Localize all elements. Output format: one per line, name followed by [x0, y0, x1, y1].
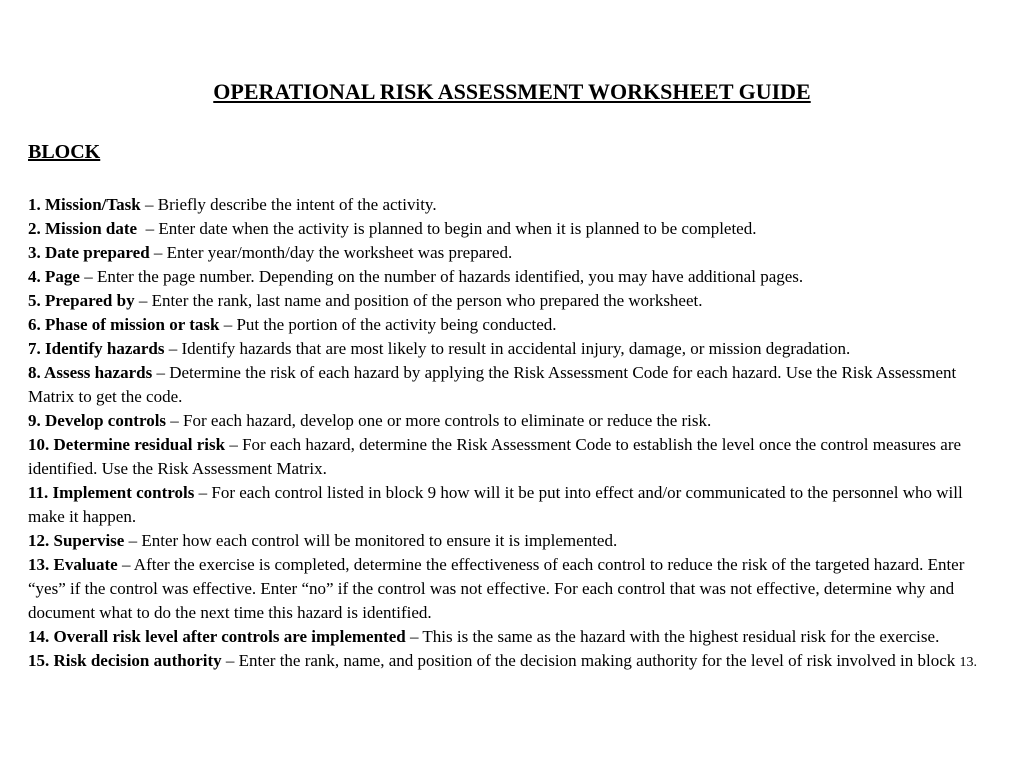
item-term: 7. Identify hazards [28, 339, 165, 358]
item-term: 2. Mission date [28, 219, 138, 238]
item-term: 1. Mission/Task [28, 195, 141, 214]
section-heading-block: BLOCK [28, 141, 101, 163]
block-item-mission-date [28, 217, 1000, 241]
item-description: – Briefly describe the intent of the activity. [140, 195, 437, 214]
item-term: 5. Prepared by [28, 291, 135, 310]
block-item-risk-authority [28, 649, 1000, 675]
item-term: 6. Phase of mission or task [28, 315, 220, 334]
block-item-evaluate [28, 553, 1000, 625]
item-term: 11. Implement controls [28, 483, 195, 502]
item-term: 4. Page [28, 267, 80, 286]
item-description: – Put the portion of the activity being conducted. [219, 315, 557, 334]
item-term: 8. Assess hazards [28, 363, 153, 382]
item-description: – Identify hazards that are most likely to result in accidental injury, damage, or mission degradation. [164, 339, 851, 358]
block-item-phase [28, 313, 1000, 337]
block-item-implement-controls [28, 481, 1000, 529]
block-item-mission-task [28, 193, 1000, 217]
block-item-identify-hazards [28, 337, 1000, 361]
item-description: – Enter the page number. Depending on the number of hazards identified, you may have additional pages. [79, 267, 804, 286]
item-description: – Enter date when the activity is planned to begin and when it is planned to be completed. [137, 219, 757, 238]
item-description: – Enter year/month/day the worksheet was prepared. [149, 243, 513, 262]
block-item-residual-risk [28, 433, 1000, 481]
item-description: – For each hazard, develop one or more controls to eliminate or reduce the risk. [166, 411, 712, 430]
item-description: – Enter how each control will be monitored to ensure it is implemented. [124, 531, 618, 550]
item-term: 12. Supervise [28, 531, 125, 550]
item-description: – Enter the rank, name, and position of the decision making authority for the level of risk involved in block [221, 651, 960, 670]
block-item-assess-hazards [28, 361, 1000, 409]
page-title: OPERATIONAL RISK ASSESSMENT WORKSHEET GUIDE [213, 79, 811, 104]
item-description: – After the exercise is completed, determine the effectiveness of each control to reduce the risk of the targeted hazard. Enter “yes” if the control was effective. Enter “no” if the control was not effective. For each control that was not effective, determine why and document what to do the next time this hazard is identified. [28, 555, 965, 622]
block-item-list [28, 193, 1000, 675]
item-description: – For each hazard, determine the Risk Assessment Code to establish the level once the control measures are identified. Use the Risk Assessment Matrix. [28, 435, 962, 478]
item-term: 10. Determine residual risk [28, 435, 226, 454]
item-description: – Enter the rank, last name and position of the person who prepared the worksheet. [134, 291, 703, 310]
block-item-overall-risk [28, 625, 1000, 649]
block-item-page [28, 265, 1000, 289]
item-term: 13. Evaluate [28, 555, 118, 574]
block-item-supervise [28, 529, 1000, 553]
item-term: 15. Risk decision authority [28, 651, 222, 670]
block-item-develop-controls [28, 409, 1000, 433]
item-term: 9. Develop controls [28, 411, 167, 430]
item-description: – For each control listed in block 9 how will it be put into effect and/or communicated to the personnel who will make it happen. [28, 483, 963, 526]
item-term: 3. Date prepared [28, 243, 150, 262]
item-description: – Determine the risk of each hazard by applying the Risk Assessment Code for each hazard. Use the Risk Assessment Matrix to get the code. [28, 363, 957, 406]
item-term: 14. Overall risk level after controls are implemented [28, 627, 406, 646]
block-item-prepared-by [28, 289, 1000, 313]
item-description-tail: 13. [959, 655, 978, 670]
block-item-date-prepared [28, 241, 1000, 265]
item-description: – This is the same as the hazard with the highest residual risk for the exercise. [405, 627, 940, 646]
